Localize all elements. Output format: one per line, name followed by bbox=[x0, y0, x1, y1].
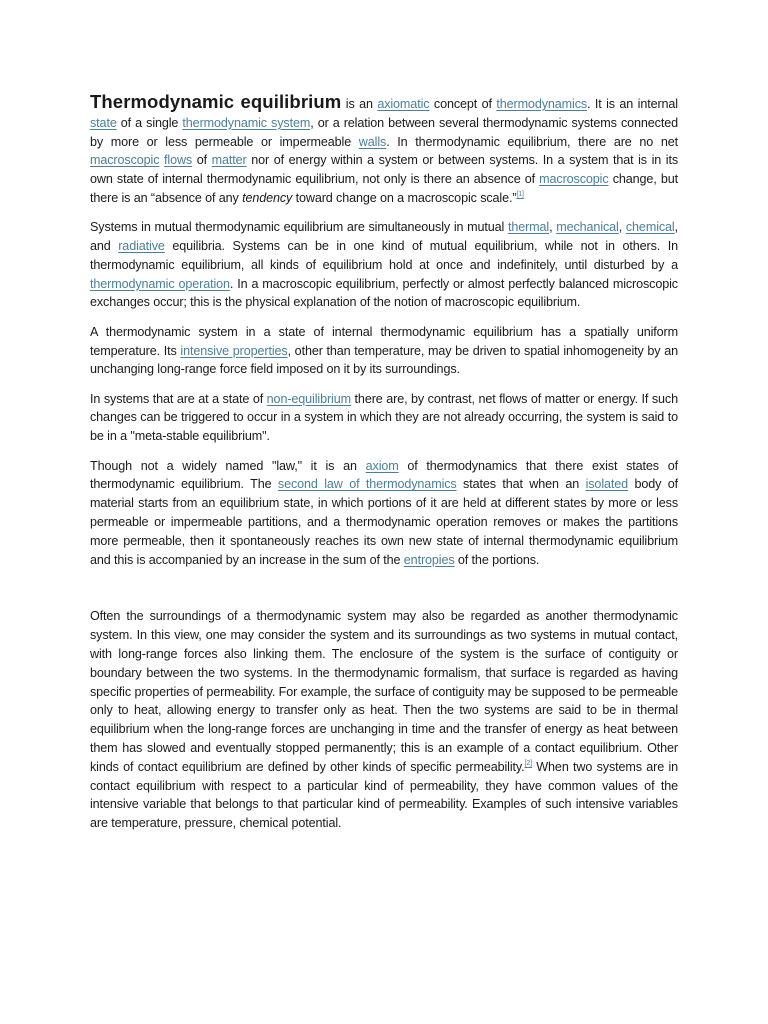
link-axiomatic[interactable]: axiomatic bbox=[377, 97, 430, 111]
paragraph-mutual-equilibrium bbox=[90, 218, 678, 312]
paragraph-intro bbox=[90, 93, 678, 208]
text: , bbox=[549, 220, 557, 235]
text: change, but there is an “absence of any bbox=[90, 172, 678, 205]
link-isolated[interactable]: isolated bbox=[585, 477, 629, 492]
link-matter[interactable]: matter bbox=[211, 153, 247, 168]
link-mechanical[interactable]: mechanical bbox=[556, 220, 619, 235]
text: , bbox=[618, 220, 626, 235]
text: of bbox=[192, 153, 212, 168]
text: Systems in mutual thermodynamic equilibrium are simultaneously in mutual bbox=[90, 220, 508, 235]
paragraph-contact-equilibrium bbox=[90, 607, 678, 833]
link-thermal[interactable]: thermal bbox=[507, 220, 550, 235]
text: equilibria. Systems can be in one kind of mutual equilibrium, while not in others. In thermodynamic equilibrium, all kinds of equilibrium hold at once and indefinitely, until disturbed by a bbox=[90, 239, 679, 272]
link-macroscopic-2[interactable]: macroscopic bbox=[539, 172, 609, 187]
link-chemical[interactable]: chemical bbox=[625, 220, 675, 235]
text: there are, by contrast, net flows of matter or energy. If such changes can be triggered to occur in a system in which they are not already occurring, the system is said to be in a "meta-stable equilibrium". bbox=[90, 391, 678, 444]
text: In systems that are at a state of bbox=[90, 391, 267, 406]
text: Often the surroundings of a thermodynamic system may also be regarded as another thermodynamic system. In this view, one may consider the system and its surroundings as two systems in mutual contact, with long-range forces also linking them. The enclosure of the system is the surface of contiguity or boundary between the two systems. In the thermodynamic formalism, that surface is regarded as having specific properties of permeability. For example, the surface of contiguity may be supposed to be permeable only to heat, allowing energy to transfer only as heat. Then the two systems are said to be in thermal equilibrium when the long-range forces are unchanging in time and the transfer of energy as heat between them has slowed and eventually stopped permanently; this is an example of a contact equilibrium. Other kinds of contact equilibrium are defined by other kinds of specific permeability. bbox=[90, 609, 678, 774]
emphasis-tendency: tendency bbox=[242, 190, 293, 205]
text: of the portions. bbox=[454, 552, 540, 567]
text: A thermodynamic system in a state of internal thermodynamic equilibrium has a spatially uniform temperature. Its bbox=[90, 324, 678, 358]
citation-1 bbox=[516, 191, 523, 198]
text: , or a relation between several thermodynamic systems connected by more or less permeable or impermeable bbox=[90, 115, 678, 149]
link-flows[interactable]: flows bbox=[164, 153, 193, 168]
link-thermodynamic-operation[interactable]: thermodynamic operation bbox=[90, 276, 230, 291]
page-title: Thermodynamic equilibrium bbox=[90, 91, 342, 112]
citation-link-1[interactable]: [1] bbox=[516, 190, 524, 198]
text: . In thermodynamic equilibrium, there are no net bbox=[386, 134, 678, 149]
link-state[interactable]: state bbox=[90, 115, 117, 130]
text: . It is an internal bbox=[587, 97, 678, 111]
link-axiom[interactable]: axiom bbox=[365, 458, 399, 473]
link-second-law[interactable]: second law of thermodynamics bbox=[277, 477, 457, 492]
link-non-equilibrium[interactable]: non-equilibrium bbox=[266, 391, 351, 406]
link-intensive-properties[interactable]: intensive properties bbox=[180, 343, 288, 358]
text: , and bbox=[90, 220, 678, 254]
link-walls[interactable]: walls bbox=[358, 134, 387, 149]
text: of thermodynamics that there exist states of thermodynamic equilibrium. The bbox=[90, 458, 678, 492]
link-entropies[interactable]: entropies bbox=[403, 552, 455, 567]
text: When two systems are in contact equilibrium with respect to a particular kind of permeability, they have common values of the intensive variable that belongs to that particular kind of permeability. Examples of such intensive variables are temperature, pressure, chemical potential. bbox=[90, 759, 679, 831]
text: Though not a widely named "law," it is an bbox=[90, 458, 366, 473]
citation-2 bbox=[525, 760, 532, 767]
link-thermodynamics[interactable]: thermodynamics bbox=[496, 97, 588, 111]
text: . In a macroscopic equilibrium, perfectly or almost perfectly balanced microscopic exchanges occur; this is the physical explanation of the notion of macroscopic equilibrium. bbox=[90, 276, 678, 310]
text: , other than temperature, may be driven to spatial inhomogeneity by an unchanging long-range force field imposed on it by its surroundings. bbox=[90, 343, 678, 377]
text: is an bbox=[341, 97, 378, 111]
text: nor of energy within a system or between systems. In a system that is in its own state of internal thermodynamic equilibrium, not only is there an absence of bbox=[90, 153, 679, 187]
link-radiative[interactable]: radiative bbox=[118, 239, 165, 254]
text: body of material starts from an equilibrium state, in which portions of it are held at different states by more or less permeable or impermeable partitions, and a thermodynamic operation removes or makes the partitions more permeable, then it spontaneously reaches its own new state of internal thermodynamic equilibrium and this is accompanied by an increase in the sum of the bbox=[90, 477, 678, 567]
paragraph-non-equilibrium bbox=[90, 390, 678, 446]
text: toward change on a macroscopic scale.” bbox=[292, 190, 517, 205]
paragraph-axiom bbox=[90, 457, 678, 570]
link-macroscopic[interactable]: macroscopic bbox=[90, 153, 160, 168]
text: of a single bbox=[116, 115, 183, 130]
link-thermodynamic-system[interactable]: thermodynamic system bbox=[182, 115, 311, 130]
text: states that when an bbox=[456, 477, 586, 492]
paragraph-uniform-temperature bbox=[90, 323, 678, 379]
text: concept of bbox=[429, 97, 497, 111]
citation-link-2[interactable]: [2] bbox=[524, 759, 532, 767]
article-body bbox=[90, 93, 678, 843]
